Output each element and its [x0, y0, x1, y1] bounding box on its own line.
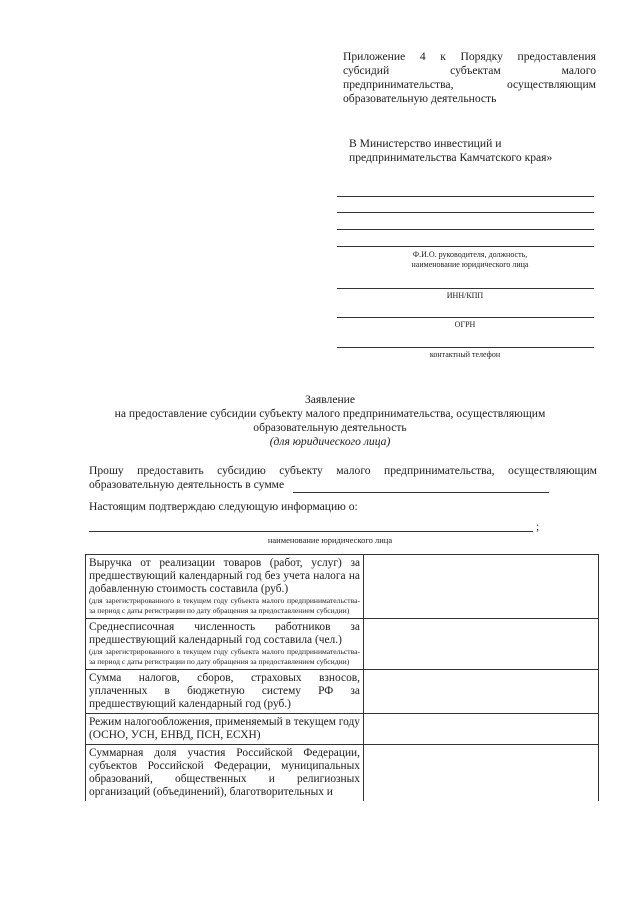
title-line-2: образовательную деятельность: [253, 421, 407, 434]
row-5-text: Суммарная доля участия Российской Федерации, субъектов Российской Федерации, муниципальных образований, общественных и религиозных организаций (объединений), благотворительных и: [89, 747, 360, 798]
appendix-line-3: предпринимательства, осуществляющим: [343, 78, 596, 91]
table-row: [86, 670, 599, 714]
legal-name-blank-line[interactable]: [89, 531, 533, 532]
semicolon: ;: [536, 520, 540, 533]
request-line-2: образовательную деятельность в сумме: [89, 478, 285, 491]
recipient-line-2: предпринимательства Камчатского края»: [349, 151, 553, 164]
table-row: [86, 555, 599, 619]
inn-blank-line[interactable]: [337, 288, 594, 289]
table-row: [86, 714, 599, 745]
appendix-line-2: субсидий субъектам малого: [343, 64, 596, 77]
row-3-text: Сумма налогов, сборов, страховых взносов, уплаченных в бюджетную систему РФ за предшествующий календарный год (руб.): [89, 672, 360, 710]
phone-caption: контактный телефон: [429, 350, 501, 359]
table-row: [86, 745, 599, 802]
info-table: [85, 554, 599, 801]
applicant-blank-line-3[interactable]: [337, 229, 594, 230]
phone-blank-line[interactable]: [337, 347, 594, 348]
row-2-label: [86, 619, 364, 670]
application-title: [70, 393, 590, 449]
row-2-note: (для зарегистрированного в текущем году субъекта малого предпринимательства- за период с даты регистрации по дату обращения за предоставлением субсидии): [89, 647, 360, 666]
applicant-blank-line-1[interactable]: [337, 196, 594, 197]
appendix-header: [343, 50, 596, 106]
row-4-value[interactable]: [364, 714, 599, 745]
row-3-value[interactable]: [364, 670, 599, 714]
row-1-value[interactable]: [364, 555, 599, 619]
confirm-line: Настоящим подтверждаю следующую информацию о:: [89, 500, 358, 513]
legal-name-caption: наименование юридического лица: [267, 535, 393, 545]
row-1-note: (для зарегистрированного в текущем году субъекта малого предпринимательства- за период с даты регистрации по дату обращения за предоставлением субсидии): [89, 596, 360, 615]
row-2-text: Среднесписочная численность работников за предшествующий календарный год составила (чел.): [89, 621, 360, 646]
title-line-1: на предоставление субсидии субъекту малого предпринимательства, осуществляющим: [114, 407, 546, 420]
row-5-label: [86, 745, 364, 802]
row-5-value[interactable]: [364, 745, 599, 802]
title-heading: Заявление: [304, 393, 356, 406]
fio-caption: [370, 250, 570, 270]
fio-caption-line-2: наименование юридического лица: [411, 260, 529, 269]
appendix-line-4: образовательную деятельность: [343, 92, 497, 105]
table-row: [86, 619, 599, 670]
recipient-block: [349, 137, 609, 165]
row-1-label: [86, 555, 364, 619]
row-2-value[interactable]: [364, 619, 599, 670]
ogrn-caption: ОГРН: [454, 320, 476, 329]
row-3-label: [86, 670, 364, 714]
row-4-label: [86, 714, 364, 745]
inn-caption: ИНН/КПП: [446, 291, 484, 300]
request-line-1: Прошу предоставить субсидию субъекту малого предпринимательства, осуществляющим: [89, 464, 597, 477]
fio-caption-line-1: Ф.И.О. руководителя, должность,: [412, 250, 528, 259]
row-4-text: Режим налогообложения, применяемый в текущем году (ОСНО, УСН, ЕНВД, ПСН, ЕСХН): [89, 716, 360, 741]
applicant-blank-line-4[interactable]: [337, 246, 594, 247]
appendix-line-1: Приложение 4 к Порядку предоставления: [343, 50, 596, 63]
recipient-line-1: В Министерство инвестиций и: [349, 137, 502, 150]
applicant-blank-line-2[interactable]: [337, 212, 594, 213]
row-1-text: Выручка от реализации товаров (работ, услуг) за предшествующий календарный год без учета налога на добавленную стоимость составила (руб.): [89, 557, 360, 595]
title-subtitle: (для юридического лица): [269, 435, 391, 448]
ogrn-blank-line[interactable]: [337, 317, 594, 318]
amount-blank-line[interactable]: [293, 492, 549, 493]
